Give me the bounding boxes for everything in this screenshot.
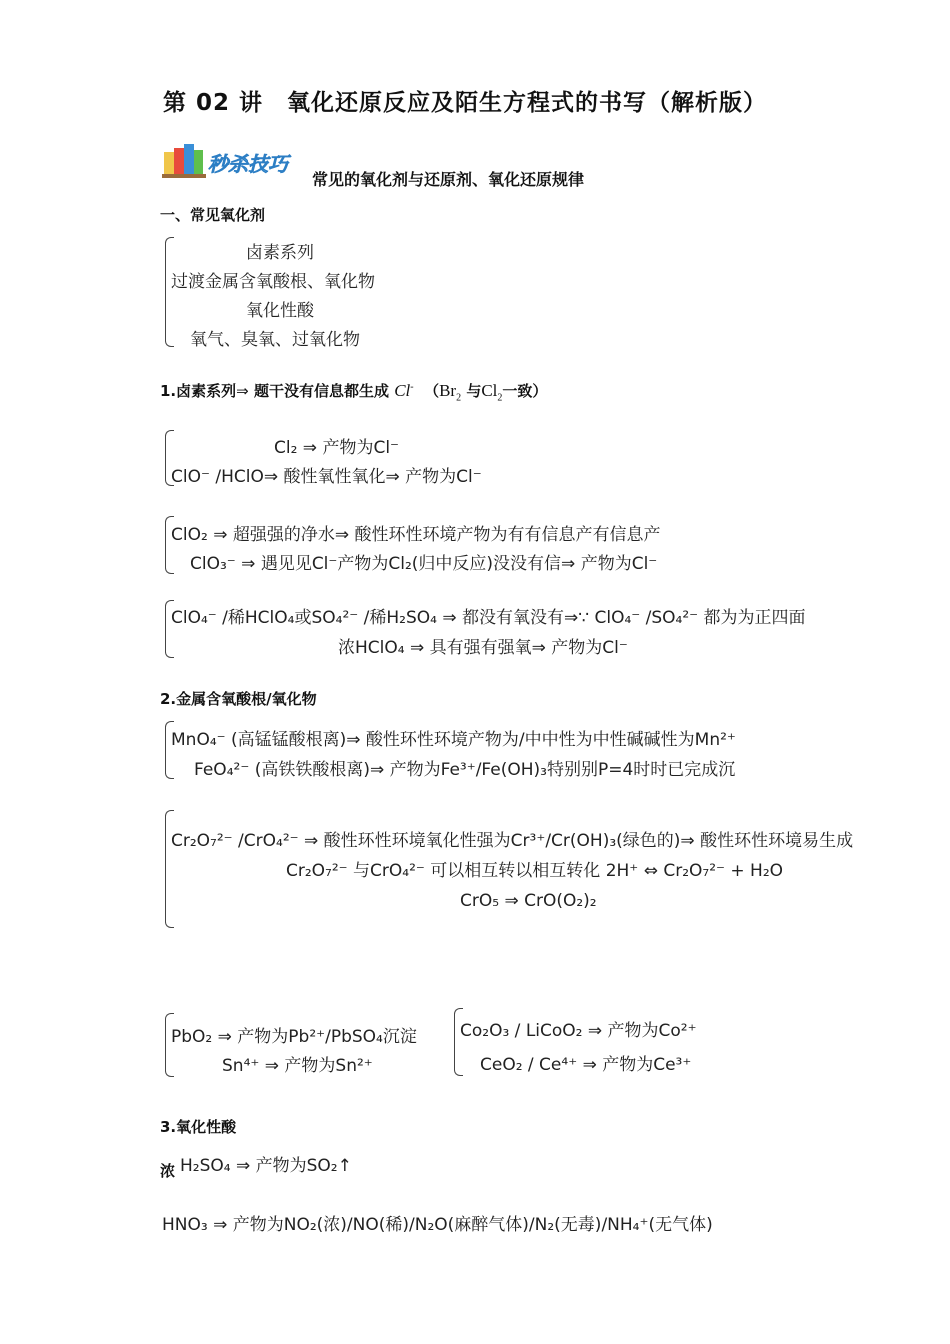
oxidant-category: 过渡金属含氧酸根、氧化物 [171, 272, 375, 292]
formula-line: PbO₂ ⇒ 产物为Pb²⁺/PbSO₄沉淀 [171, 1027, 417, 1047]
formula-line: FeO₄²⁻ (高铁铁酸根离)⇒ 产物为Fe³⁺/Fe(OH)₃特别别P=4时时已完成沉 [194, 760, 736, 780]
books-icon [160, 142, 210, 182]
formula-line: 浓HClO₄ ⇒ 具有强有强氧⇒ 产物为Cl⁻ [338, 638, 628, 658]
formula-line: Cr₂O₇²⁻ /CrO₄²⁻ ⇒ 酸性环性环境氧化性强为Cr³⁺/Cr(OH)₃(绿色的)⇒ 酸性环性环境易生成 [171, 831, 854, 851]
metal-heading: 2.金属含氧酸根/氧化物 [160, 690, 317, 708]
formula-line: CeO₂ / Ce⁴⁺ ⇒ 产物为Ce³⁺ [480, 1055, 692, 1075]
section1-heading: 一、常见氧化剂 [160, 206, 266, 224]
brace [165, 237, 174, 347]
formula-line: MnO₄⁻ (高锰锰酸根离)⇒ 酸性环性环境产物为/中中性为中性碱碱性为Mn²⁺ [171, 730, 736, 750]
oxidant-category: 氧气、臭氧、过氧化物 [190, 330, 360, 350]
banner-label: 秒杀技巧 [208, 152, 288, 176]
formula-line: Cl₂ ⇒ 产物为Cl⁻ [274, 438, 400, 458]
acid-conc-label: 浓 [160, 1162, 176, 1180]
formula-line: H₂SO₄ ⇒ 产物为SO₂↑ [180, 1156, 352, 1176]
halogen-heading: 1.卤素系列⇒ 题干没有信息都生成 Cl- （$Br_2$ 与$Cl_2$一致） [160, 381, 548, 404]
formula-line: ClO₃⁻ ⇒ 遇见见Cl⁻产物为Cl₂(归中反应)没没有信⇒ 产物为Cl⁻ [190, 554, 658, 574]
page-title: 第 02 讲 氧化还原反应及陌生方程式的书写（解析版） [163, 90, 768, 116]
formula-line: ClO₄⁻ /稀HClO₄或SO₄²⁻ /稀H₂SO₄ ⇒ 都没有氧没有⇒∵ ClO₄⁻ /SO₄²⁻ 都为为正四面 [171, 608, 806, 628]
formula-line: Co₂O₃ / LiCoO₂ ⇒ 产物为Co²⁺ [460, 1021, 697, 1041]
oxidant-category: 氧化性酸 [246, 301, 314, 321]
formula-line: HNO₃ ⇒ 产物为NO₂(浓)/NO(稀)/N₂O(麻醉气体)/N₂(无毒)/NH₄⁺(无气体) [162, 1215, 713, 1235]
oxidant-category: 卤素系列 [246, 243, 314, 263]
banner-heading: 常见的氧化剂与还原剂、氧化还原规律 [312, 170, 585, 189]
formula-line: CrO₅ ⇒ CrO(O₂)₂ [460, 891, 597, 911]
formula-line: ClO⁻ /HClO⇒ 酸性氧性氧化⇒ 产物为Cl⁻ [171, 467, 482, 487]
acid-heading: 3.氧化性酸 [160, 1118, 237, 1136]
formula-line: Cr₂O₇²⁻ 与CrO₄²⁻ 可以相互转以相互转化 2H⁺ ⇔ Cr₂O₇²⁻ + H₂O [286, 861, 784, 881]
formula-line: Sn⁴⁺ ⇒ 产物为Sn²⁺ [222, 1056, 373, 1076]
formula-line: ClO₂ ⇒ 超强强的净水⇒ 酸性环性环境产物为有有信息产有信息产 [171, 525, 661, 545]
